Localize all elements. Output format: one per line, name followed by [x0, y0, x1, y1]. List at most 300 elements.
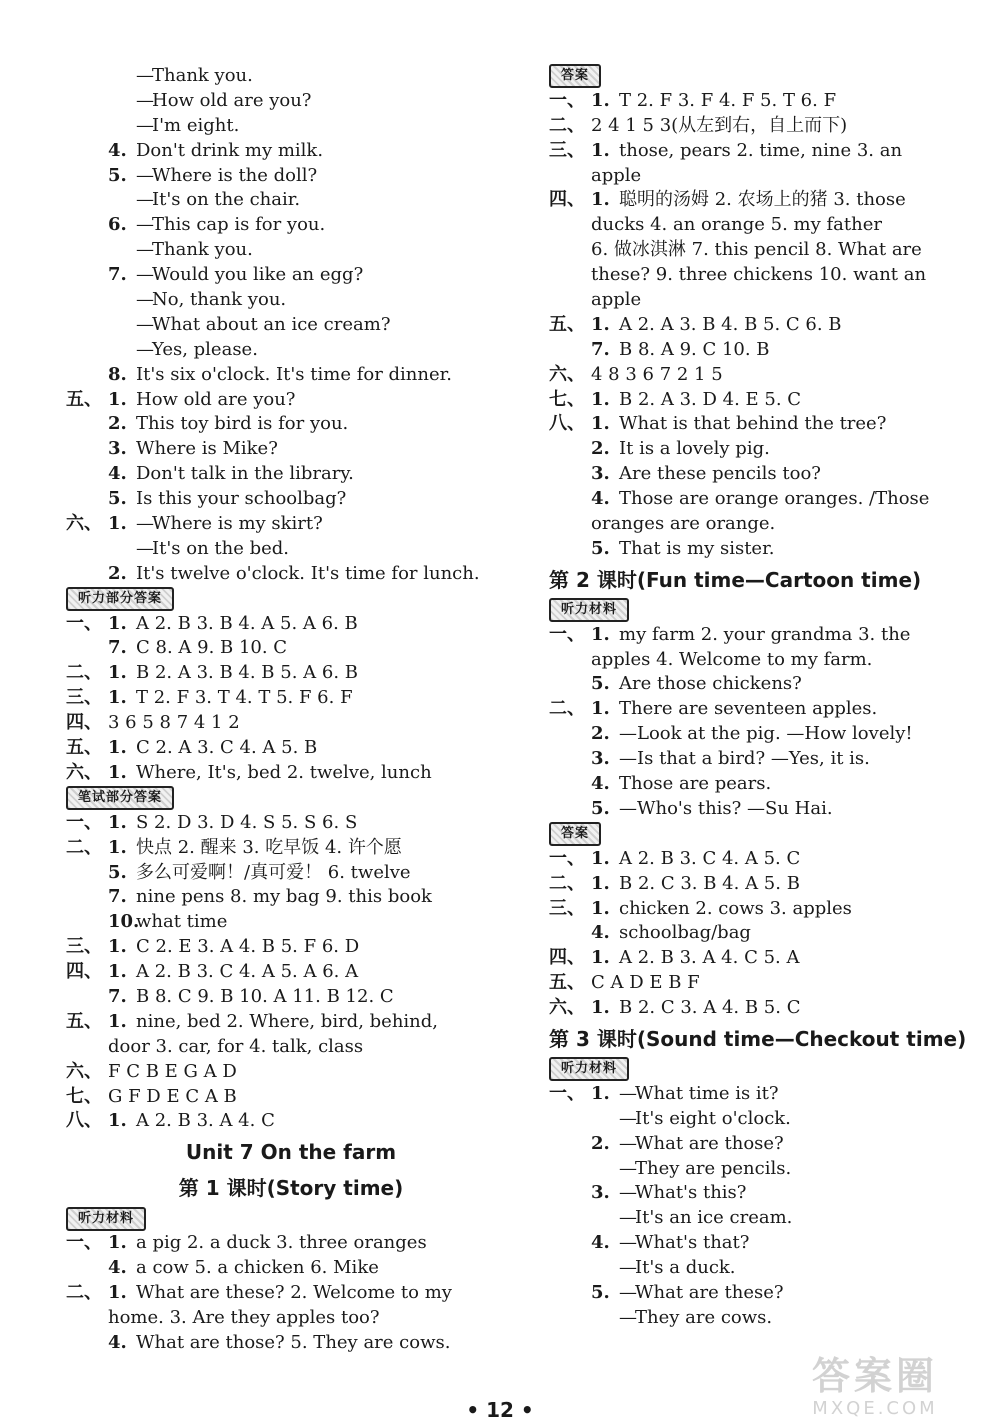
item-number: 4.: [108, 1257, 127, 1279]
answer-line: [66, 885, 516, 910]
answer-line: [66, 636, 516, 661]
answer-text: A 2. A 3. B 4. B 5. C 6. B: [619, 313, 842, 335]
answer-text: That is my sister.: [619, 537, 775, 559]
answer-text: F C B E G A D: [108, 1060, 237, 1082]
answer-line: [66, 1109, 516, 1134]
answer-line: [549, 537, 969, 562]
answer-text: Are those chickens?: [619, 673, 802, 695]
section-number: 二、: [66, 1281, 102, 1303]
answer-text: B 2. C 3. A 4. B 5. C: [619, 997, 801, 1019]
answer-text: —Is that a bird? —Yes, it is.: [619, 748, 870, 770]
item-number: 2.: [108, 413, 127, 435]
item-number: 1.: [108, 1232, 127, 1254]
answer-text: apple: [591, 289, 642, 311]
item-number: 1.: [108, 612, 127, 634]
section-number: 五、: [66, 737, 102, 759]
answer-line: [549, 313, 969, 338]
answer-line: [66, 288, 516, 313]
answer-text: 多么可爱啊！/真可爱！ 6. twelve: [136, 861, 411, 883]
answer-line: [549, 462, 969, 487]
answer-text: Where is my skirt?: [152, 513, 323, 535]
answer-line: [549, 512, 969, 537]
answer-line: [549, 238, 969, 263]
answer-text: This toy bird is for you.: [136, 413, 349, 435]
item-number: 1.: [108, 936, 127, 958]
section-number: 七、: [66, 1085, 102, 1107]
dialogue-dash: —: [136, 264, 154, 286]
item-number: 4.: [108, 139, 127, 161]
dialogue-dash: —: [619, 1281, 637, 1303]
answer-text: Where, It's, bed 2. twelve, lunch: [136, 761, 432, 783]
item-number: 1.: [591, 1082, 610, 1104]
item-number: 1.: [108, 961, 127, 983]
answer-text: Would you like an egg?: [152, 264, 364, 286]
answer-line: [549, 1281, 969, 1306]
section-number: 六、: [549, 363, 585, 385]
answer-text: A 2. B 3. B 4. A 5. A 6. B: [136, 612, 358, 634]
item-number: 4.: [591, 488, 610, 510]
lesson-heading: 第 2 课时(Fun time—Cartoon time): [549, 567, 922, 592]
answer-line: [549, 1132, 969, 1157]
answer-line: [66, 164, 516, 189]
section-tag-line: [66, 1206, 516, 1231]
item-number: 1.: [108, 761, 127, 783]
answer-text: Don't talk in the library.: [136, 463, 354, 485]
section-number: 一、: [66, 1232, 102, 1254]
answer-text: C 8. A 9. B 10. C: [136, 637, 288, 659]
item-number: 5.: [591, 1281, 610, 1303]
item-number: 1.: [108, 1110, 127, 1132]
item-number: 1.: [591, 947, 610, 969]
answer-text: What's this?: [635, 1182, 747, 1204]
answer-text: Those are pears.: [619, 773, 772, 795]
answer-line: [549, 971, 969, 996]
answer-line: [66, 487, 516, 512]
section-tag: 答案: [549, 822, 601, 846]
item-number: 4.: [591, 922, 610, 944]
answer-text: It's six o'clock. It's time for dinner.: [136, 363, 452, 385]
answer-line: [66, 661, 516, 686]
section-tag-line: [549, 1057, 969, 1082]
dialogue-dash: —: [619, 1232, 637, 1254]
lesson-heading: Unit 7 On the farm: [185, 1140, 397, 1165]
item-number: 5.: [591, 537, 610, 559]
item-number: 1.: [108, 836, 127, 858]
section-number: 二、: [549, 114, 585, 136]
answer-line: [549, 288, 969, 313]
answer-line: [549, 897, 969, 922]
item-number: 1.: [591, 623, 610, 645]
item-number: 2.: [108, 562, 127, 584]
section-number: 六、: [66, 1060, 102, 1082]
answer-text: C A D E B F: [591, 972, 700, 994]
answer-text: nine, bed 2. Where, bird, behind,: [136, 1010, 439, 1032]
answer-text: It is a lovely pig.: [619, 438, 770, 460]
answer-text: G F D E C A B: [108, 1085, 237, 1107]
section-tag-line: [549, 64, 969, 89]
section-number: 一、: [66, 811, 102, 833]
answer-line: [549, 672, 969, 697]
answer-text: 2 4 1 5 3(从左到右，自上而下): [591, 114, 848, 136]
section-number: 三、: [549, 139, 585, 161]
item-number: 5.: [108, 488, 127, 510]
answer-text: It's eight o'clock.: [635, 1107, 791, 1129]
dialogue-dash: —: [619, 1082, 637, 1104]
answer-text: 3 6 5 8 7 4 1 2: [108, 712, 240, 734]
dialogue-dash: —: [619, 1132, 637, 1154]
answer-line: [66, 462, 516, 487]
item-number: 3.: [591, 1182, 610, 1204]
answer-text: nine pens 8. my bag 9. this book: [136, 886, 432, 908]
answer-line: [66, 736, 516, 761]
answer-text: It's an ice cream.: [635, 1207, 793, 1229]
section-number: 二、: [549, 872, 585, 894]
item-number: 7.: [591, 338, 610, 360]
section-number: 三、: [66, 687, 102, 709]
answer-line: [66, 910, 516, 935]
answer-text: Yes, please.: [152, 338, 258, 360]
answer-line: [549, 921, 969, 946]
answer-text: What's that?: [635, 1232, 750, 1254]
answer-line: [549, 139, 969, 164]
answer-line: [66, 1256, 516, 1281]
answer-text: C 2. A 3. C 4. A 5. B: [136, 737, 318, 759]
answer-line: [66, 711, 516, 736]
answer-line: [549, 648, 969, 673]
dialogue-dash: —: [136, 338, 154, 360]
answer-text: a pig 2. a duck 3. three oranges: [136, 1232, 427, 1254]
item-number: 1.: [591, 413, 610, 435]
answer-text: A 2. B 3. A 4. C: [136, 1110, 275, 1132]
dialogue-dash: —: [619, 1257, 637, 1279]
section-number: 四、: [66, 712, 102, 734]
answer-text: chicken 2. cows 3. apples: [619, 897, 852, 919]
answer-line: [549, 797, 969, 822]
answer-line: [66, 861, 516, 886]
answer-line: [549, 872, 969, 897]
answer-text: B 2. A 3. B 4. B 5. A 6. B: [136, 662, 358, 684]
section-tag: 听力材料: [66, 1207, 146, 1231]
answer-text: What are these? 2. Welcome to my: [136, 1281, 452, 1303]
answer-text: Are these pencils too?: [619, 463, 821, 485]
answer-text: these? 9. three chickens 10. want an: [591, 264, 927, 286]
answer-text: Is this your schoolbag?: [136, 488, 347, 510]
answer-text: This cap is for you.: [152, 214, 326, 236]
item-number: 1.: [591, 388, 610, 410]
answer-text: What about an ice cream?: [152, 313, 391, 335]
item-number: 1.: [108, 662, 127, 684]
answer-line: [66, 836, 516, 861]
answer-line: [549, 487, 969, 512]
dialogue-dash: —: [619, 1182, 637, 1204]
answer-text: Thank you.: [152, 65, 253, 86]
section-number: 五、: [549, 972, 585, 994]
item-number: 5.: [591, 673, 610, 695]
answer-text: door 3. car, for 4. talk, class: [108, 1035, 364, 1057]
answer-line: [66, 437, 516, 462]
answer-line: [549, 263, 969, 288]
answer-line: [549, 89, 969, 114]
answer-text: Don't drink my milk.: [136, 139, 324, 161]
section-tag: 听力材料: [549, 598, 629, 622]
answer-line: [549, 1206, 969, 1231]
answer-text: It's a duck.: [635, 1257, 736, 1279]
dialogue-dash: —: [136, 65, 154, 86]
answer-text: How old are you?: [152, 89, 312, 111]
item-number: 3.: [108, 438, 127, 460]
section-number: 一、: [549, 847, 585, 869]
item-number: 1.: [591, 997, 610, 1019]
section-tag-line: [66, 786, 516, 811]
section-tag-line: [549, 822, 969, 847]
section-number: 三、: [66, 936, 102, 958]
item-number: 3.: [591, 748, 610, 770]
answer-line: [66, 1085, 516, 1110]
dialogue-dash: —: [619, 1207, 637, 1229]
answer-line: [549, 1306, 969, 1331]
section-number: 一、: [66, 612, 102, 634]
item-number: 5.: [108, 164, 127, 186]
dialogue-dash: —: [136, 239, 154, 261]
item-number: 2.: [591, 438, 610, 460]
answer-line: [66, 64, 516, 89]
answer-line: [549, 996, 969, 1021]
section-number: 一、: [549, 623, 585, 645]
answer-text: Thank you.: [152, 239, 253, 261]
answer-line: [66, 263, 516, 288]
answer-line: [66, 89, 516, 114]
answer-text: What are those?: [635, 1132, 784, 1154]
answer-line: [66, 1231, 516, 1256]
answer-line: [66, 1331, 516, 1356]
section-number: 五、: [66, 1010, 102, 1032]
answer-line: [549, 1107, 969, 1132]
item-number: 5.: [108, 861, 127, 883]
answer-text: 聪明的汤姆 2. 农场上的猪 3. those: [619, 189, 906, 211]
answer-line: [549, 697, 969, 722]
answer-line: [66, 313, 516, 338]
answer-line: [66, 612, 516, 637]
section-number: 七、: [549, 388, 585, 410]
answer-line: [66, 363, 516, 388]
answer-text: A 2. B 3. C 4. A 5. C: [619, 847, 801, 869]
answer-text: Where is Mike?: [136, 438, 278, 460]
answer-line: [66, 1035, 516, 1060]
item-number: 5.: [591, 797, 610, 819]
item-number: 8.: [108, 363, 127, 385]
answer-text: 快点 2. 醒来 3. 吃早饭 4. 许个愿: [136, 836, 402, 858]
answer-line: [549, 1082, 969, 1107]
watermark-text: 答案圈: [811, 1354, 938, 1398]
answer-text: oranges are orange.: [591, 513, 776, 535]
section-tag: 答案: [549, 64, 601, 88]
item-number: 7.: [108, 637, 127, 659]
section-tag: 笔试部分答案: [66, 786, 174, 810]
answer-line: [549, 164, 969, 189]
answer-line: [549, 772, 969, 797]
item-number: 4.: [108, 1331, 127, 1353]
answer-text: There are seventeen apples.: [619, 698, 878, 720]
section-number: 六、: [66, 761, 102, 783]
dialogue-dash: —: [619, 1306, 637, 1328]
answer-line: [549, 437, 969, 462]
answer-text: a cow 5. a chicken 6. Mike: [136, 1257, 379, 1279]
answer-text: A 2. B 3. C 4. A 5. A 6. A: [136, 961, 359, 983]
item-number: 1.: [591, 698, 610, 720]
answer-text: schoolbag/bag: [619, 922, 751, 944]
answer-text: 6. 做冰淇淋 7. this pencil 8. What are: [591, 239, 922, 261]
dialogue-dash: —: [619, 1157, 637, 1179]
answer-text: What time is it?: [635, 1082, 779, 1104]
answer-line: [549, 114, 969, 139]
section-number: 四、: [549, 189, 585, 211]
answer-line: [66, 114, 516, 139]
answer-text: A 2. B 3. A 4. C 5. A: [619, 947, 800, 969]
answer-line: [66, 139, 516, 164]
answer-line: [66, 512, 516, 537]
dialogue-dash: —: [136, 214, 154, 236]
section-number: 一、: [549, 89, 585, 111]
answer-text: B 8. A 9. C 10. B: [619, 338, 770, 360]
answer-line: [549, 747, 969, 772]
answer-text: It's on the chair.: [152, 189, 301, 211]
item-number: 1.: [591, 189, 610, 211]
answer-line: [66, 811, 516, 836]
answer-text: Those are orange oranges. /Those: [619, 488, 930, 510]
answer-text: I'm eight.: [152, 114, 240, 136]
answer-text: What are those? 5. They are cows.: [136, 1331, 451, 1353]
dialogue-dash: —: [136, 189, 154, 211]
item-number: 1.: [108, 1010, 127, 1032]
section-number: 二、: [549, 698, 585, 720]
answer-text: They are pencils.: [635, 1157, 792, 1179]
answer-text: 4 8 3 6 7 2 1 5: [591, 363, 723, 385]
answer-line: [549, 338, 969, 363]
dialogue-dash: —: [136, 114, 154, 136]
answer-line: [66, 1306, 516, 1331]
dialogue-dash: —: [619, 1107, 637, 1129]
section-number: 四、: [549, 947, 585, 969]
item-number: 2.: [591, 723, 610, 745]
answer-text: those, pears 2. time, nine 3. an: [619, 139, 903, 161]
item-number: 4.: [591, 1232, 610, 1254]
section-tag: 听力部分答案: [66, 587, 174, 611]
answer-line: [66, 935, 516, 960]
item-number: 1.: [108, 737, 127, 759]
answer-text: B 2. C 3. B 4. A 5. B: [619, 872, 800, 894]
section-number: 六、: [66, 513, 102, 535]
answer-text: my farm 2. your grandma 3. the: [619, 623, 911, 645]
answer-text: what time: [136, 911, 228, 933]
answer-line: [66, 412, 516, 437]
dialogue-dash: —: [136, 289, 154, 311]
item-number: 1.: [591, 139, 610, 161]
item-number: 1.: [591, 89, 610, 111]
answer-text: It's twelve o'clock. It's time for lunch.: [136, 562, 480, 584]
answer-line: [66, 1010, 516, 1035]
item-number: 1.: [108, 687, 127, 709]
answer-line: [66, 388, 516, 413]
answer-text: apple: [591, 164, 642, 186]
section-tag-line: [549, 598, 969, 623]
answer-line: [66, 238, 516, 263]
answer-line: [549, 1181, 969, 1206]
item-number: 7.: [108, 886, 127, 908]
answer-line: [66, 686, 516, 711]
section-number: 五、: [549, 313, 585, 335]
item-number: 1.: [108, 1281, 127, 1303]
dialogue-dash: —: [136, 89, 154, 111]
answer-text: What is that behind the tree?: [619, 413, 887, 435]
answer-line: [66, 1060, 516, 1085]
answer-text: B 2. A 3. D 4. E 5. C: [619, 388, 802, 410]
answer-text: It's on the bed.: [152, 537, 290, 559]
item-number: 7.: [108, 985, 127, 1007]
item-number: 1.: [108, 388, 127, 410]
answer-text: T 2. F 3. T 4. T 5. F 6. F: [136, 687, 353, 709]
dialogue-dash: —: [136, 313, 154, 335]
answer-line: [66, 1281, 516, 1306]
answer-line: [66, 562, 516, 587]
answer-line: [549, 213, 969, 238]
watermark-url: MXQE.COM: [812, 1398, 938, 1419]
item-number: 2.: [591, 1132, 610, 1154]
watermark-logo: [760, 1354, 990, 1424]
answer-line: [66, 985, 516, 1010]
answer-line: [66, 537, 516, 562]
item-number: 1.: [591, 847, 610, 869]
answer-line: [66, 960, 516, 985]
answer-text: Where is the doll?: [152, 164, 318, 186]
item-number: 1.: [108, 513, 127, 535]
section-tag-line: [66, 587, 516, 612]
answer-line: [549, 1157, 969, 1182]
answer-text: —Look at the pig. —How lovely!: [619, 723, 913, 745]
answer-line: [66, 188, 516, 213]
item-number: 10.: [108, 911, 140, 933]
answer-line: [66, 213, 516, 238]
item-number: 1.: [591, 313, 610, 335]
item-number: 4.: [591, 773, 610, 795]
answer-text: B 8. C 9. B 10. A 11. B 12. C: [136, 985, 394, 1007]
answer-line: [549, 847, 969, 872]
answer-text: How old are you?: [136, 388, 296, 410]
section-number: 六、: [549, 997, 585, 1019]
item-number: 6.: [108, 214, 127, 236]
answer-line: [549, 188, 969, 213]
answer-line: [549, 363, 969, 388]
answer-text: T 2. F 3. F 4. F 5. T 6. F: [619, 89, 837, 111]
dialogue-dash: —: [136, 513, 154, 535]
answer-text: apples 4. Welcome to my farm.: [591, 648, 873, 670]
item-number: 1.: [108, 811, 127, 833]
answer-text: What are these?: [635, 1281, 784, 1303]
left-column: [66, 64, 516, 1356]
answer-text: C 2. E 3. A 4. B 5. F 6. D: [136, 936, 360, 958]
item-number: 7.: [108, 264, 127, 286]
dialogue-dash: —: [136, 537, 154, 559]
answer-text: —Who's this? —Su Hai.: [619, 797, 833, 819]
section-number: 五、: [66, 388, 102, 410]
answer-line: [66, 761, 516, 786]
section-number: 一、: [549, 1082, 585, 1104]
lesson-heading: 第 1 课时(Story time): [178, 1176, 404, 1201]
item-number: 1.: [591, 872, 610, 894]
item-number: 1.: [591, 897, 610, 919]
answer-text: ducks 4. an orange 5. my father: [591, 214, 882, 236]
dialogue-dash: —: [136, 164, 154, 186]
answer-text: They are cows.: [635, 1306, 773, 1328]
